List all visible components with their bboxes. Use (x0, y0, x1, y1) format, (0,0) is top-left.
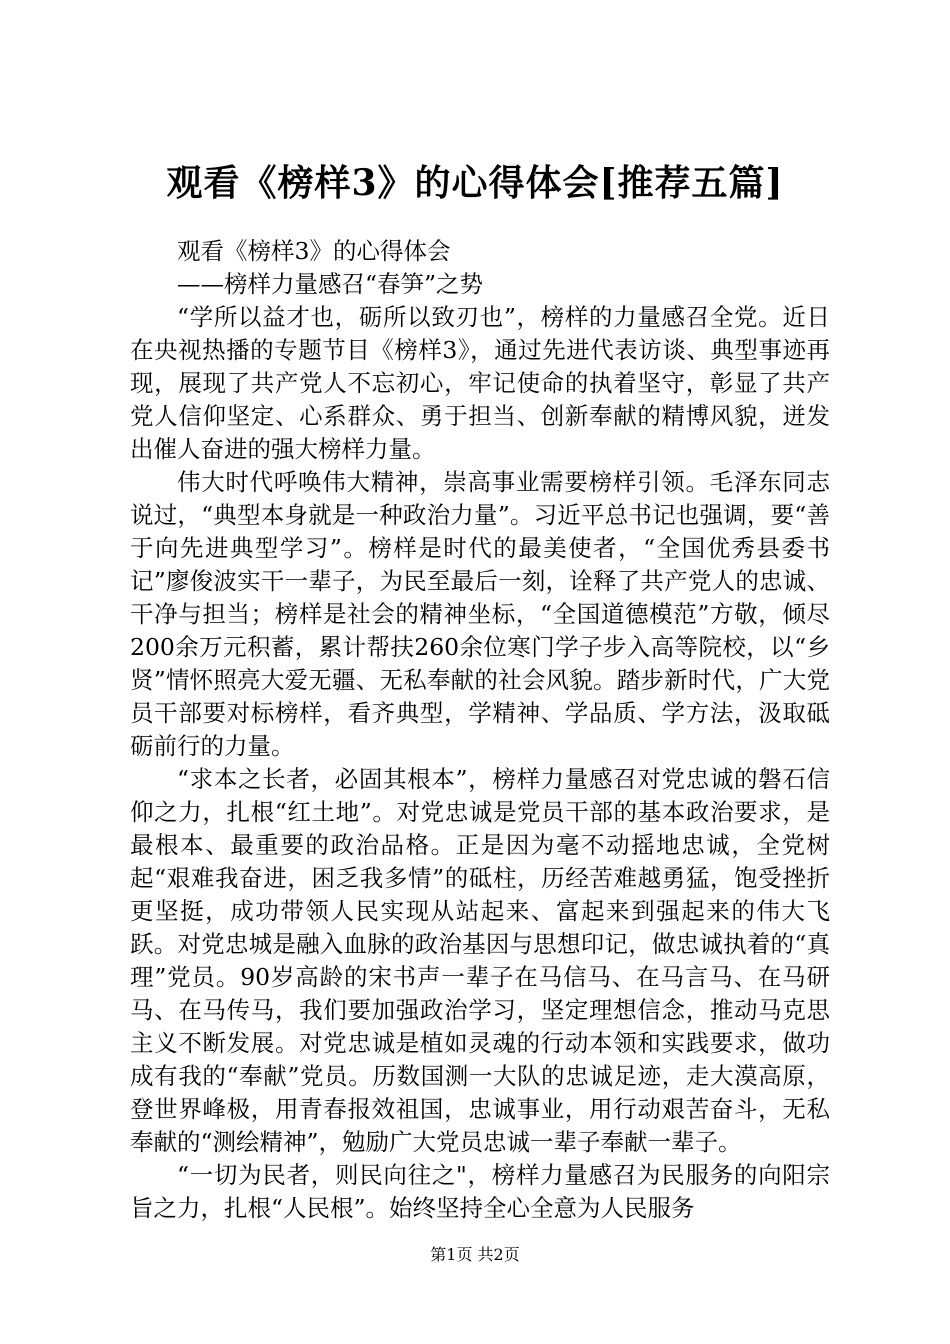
subheading: ——榜样力量感召“春笋”之势 (177, 270, 484, 298)
document-title: 观看《榜样3》的心得体会[推荐五篇] (166, 162, 784, 204)
paragraph: “一切为民者，则民向往之"，榜样力量感召为民服务的向阳宗旨之力，扎根“人民根”。始终坚持全心全意为人民服务 (130, 1161, 830, 1222)
page-footer: 第1页 共2页 (430, 1245, 520, 1264)
subtitle: 观看《榜样3》的心得体会 (177, 237, 451, 265)
document-body (130, 235, 830, 1225)
paragraph: 伟大时代呼唤伟大精神，崇高事业需要榜样引领。毛泽东同志说过，“典型本身就是一种政治力量”。习近平总书记也强调，要“善于向先进典型学习”。榜样是时代的最美使者，“全国优秀县委书记”廖俊波实干一辈子，为民至最后一刻，诠释了共产党人的忠诚、干净与担当；榜样是社会的精神坐标，“全国道德模范”方敬，倾尽200余万元积蓄，累计帮扶260余位寒门学子步入高等院校，以“乡贤”情怀照亮大爱无疆、无私奉献的社会风貌。踏步新时代，广大党员干部要对标榜样，看齐典型，学精神、学品质、学方法，汲取砥砺前行的力量。 (130, 468, 830, 760)
paragraph: “求本之长者，必固其根本”，榜样力量感召对党忠诚的磐石信仰之力，扎根“红土地”。对党忠诚是党员干部的基本政治要求，是最根本、最重要的政治品格。正是因为毫不动摇地忠诚，全党树起“艰难我奋进，困乏我多情”的砥柱，历经苦难越勇猛，饱受挫折更坚挺，成功带领人民实现从站起来、富起来到强起来的伟大飞跃。对党忠城是融入血脉的政治基因与思想印记，做忠诚执着的“真理”党员。90岁高龄的宋书声一辈子在马信马、在马言马、在马研马、在马传马，我们要加强政治学习，坚定理想信念，推动马克思主义不断发展。对党忠诚是植如灵魂的行动本领和实践要求，做功成有我的“奉献”党员。历数国测一大队的忠诚足迹，走大漠高原，登世界峰极，用青春报效祖国，忠诚事业，用行动艰苦奋斗，无私奉献的“测绘精神”，勉励广大党员忠诚一辈子奉献一辈子。 (130, 765, 830, 1156)
paragraph: “学所以益才也，砺所以致刃也”，榜样的力量感召全党。近日在央视热播的专题节目《榜样3》，通过先进代表访谈、典型事迹再现，展现了共产党人不忘初心，牢记使命的执着坚守，彰显了共产党人信仰坚定、心系群众、勇于担当、创新奉献的精博风貌，迸发出催人奋进的强大榜样力量。 (130, 303, 830, 463)
